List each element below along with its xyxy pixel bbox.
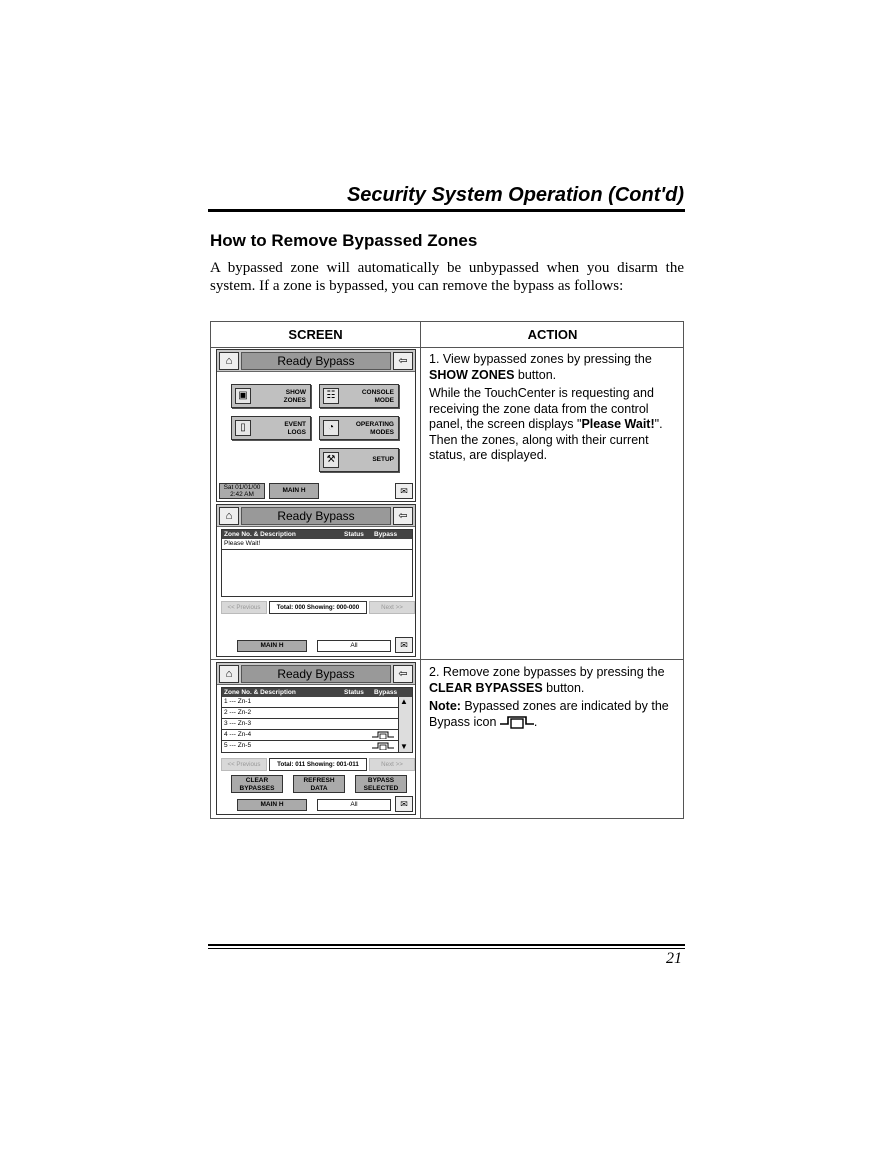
previous-button[interactable]: << Previous [221,601,267,614]
all-filter[interactable]: All [317,799,391,811]
message-icon[interactable]: ✉ [395,796,413,812]
event-logs-button[interactable] [231,416,311,440]
intro-paragraph: A bypassed zone will automatically be unbypassed when you disarm the system. If a zone is bypassed, you can remove the bypass as follows: [210,260,684,294]
step2-text: 2. Remove zone bypasses by pressing the [429,665,665,679]
console-mode-label-1: CONSOLE [361,389,394,396]
step1-detail-suffix: ". Then the zones, along with their current status, are displayed. [429,417,663,462]
back-arrow-icon[interactable]: ⇦ [393,507,413,525]
dial-icon: ◔ [323,420,339,436]
cube-icon: ▣ [235,388,251,404]
zone-list [221,529,413,597]
table-row-divider [211,659,683,660]
previous-button[interactable]: << Previous [221,758,267,771]
total-showing: Total: 000 Showing: 000-000 [269,601,367,614]
next-button[interactable]: Next >> [369,758,415,771]
tools-icon: ⚒ [323,452,339,468]
col-status: Status [344,531,364,538]
section-title: How to Remove Bypassed Zones [210,231,478,250]
col-zone: Zone No. & Description [224,689,296,696]
screen2-title: Ready Bypass [241,507,391,525]
zone-list-scrollbar[interactable] [398,697,412,752]
bypass-selected-label-1: BYPASS [367,777,395,784]
refresh-data-label-1: REFRESH [303,777,335,784]
datetime-display [219,483,265,499]
date-text: Sat 01/01/00 [223,484,261,491]
col-status: Status [344,689,364,696]
table-column-divider [420,322,421,818]
step1-detail: While the TouchCenter is requesting and receiving the zone data from the control panel, the screen displays " [429,386,654,431]
screen3-title: Ready Bypass [241,665,391,683]
col-bypass: Bypass [374,531,398,538]
pagination-bar [221,601,417,614]
main-h-button[interactable]: MAIN H [237,799,307,811]
scroll-down-icon[interactable]: ▼ [400,742,408,751]
step2-bold: CLEAR BYPASSES [429,680,543,695]
zone-row-label: 4 --- Zn-4 [224,731,252,738]
clear-bypasses-button[interactable] [231,775,283,793]
all-filter[interactable]: All [317,640,391,652]
bypass-icon [500,715,534,729]
zone-list-header [222,530,412,539]
action-step-2 [429,665,679,733]
refresh-data-label-2: DATA [310,785,328,792]
page-number: 21 [666,950,682,967]
col-bypass: Bypass [374,689,398,696]
step2-suffix: button. [542,680,585,695]
keypad-icon: ☷ [323,388,339,404]
home-icon[interactable]: ⌂ [219,352,239,370]
back-arrow-icon[interactable]: ⇦ [393,352,413,370]
show-zones-button[interactable] [231,384,311,408]
screen-zones-list [216,662,416,815]
operating-modes-label-2: MODES [370,429,394,436]
step1-suffix: button. [514,367,557,382]
screen1-titlebar [217,350,415,372]
step1-bold: SHOW ZONES [429,367,515,382]
footer-rule-thin [208,948,685,949]
main-h-button[interactable]: MAIN H [237,640,307,652]
home-icon[interactable]: ⌂ [219,507,239,525]
bypass-selected-button[interactable] [355,775,407,793]
home-icon[interactable]: ⌂ [219,665,239,683]
setup-label: SETUP [372,456,394,463]
header-rule [208,209,685,212]
instruction-table [210,321,684,819]
step1-text: 1. View bypassed zones by pressing the [429,352,652,366]
document-icon: ▯ [235,420,251,436]
page-header-title: Security System Operation (Cont'd) [346,184,684,206]
zone-row[interactable] [222,741,398,752]
show-zones-label-2: ZONES [283,397,306,404]
action-step-1 [429,352,679,467]
operating-modes-label-1: OPERATING [355,421,394,428]
screen1-title: Ready Bypass [241,352,391,370]
console-mode-label-2: MODE [374,397,394,404]
zone-row[interactable]: 3 --- Zn-3 [222,719,398,730]
event-logs-label-1: EVENT [284,421,306,428]
bypass-icon [372,742,394,750]
event-logs-label-2: LOGS [287,429,306,436]
time-text: 2:42 AM [230,491,254,498]
step1-detail-bold: Please Wait! [581,417,655,431]
message-icon[interactable]: ✉ [395,483,413,499]
zone-list [221,687,413,753]
back-arrow-icon[interactable]: ⇦ [393,665,413,683]
zone-list-header [222,688,412,697]
operating-modes-button[interactable] [319,416,399,440]
col-zone: Zone No. & Description [224,531,296,538]
bypass-icon [372,731,394,739]
zone-row-label: 5 --- Zn-5 [224,742,252,749]
header-action: ACTION [527,327,578,342]
note-label: Note: [429,699,461,713]
screen-main-menu [216,349,416,502]
footer-rule [208,944,685,946]
please-wait-message: Please Wait! [222,539,412,550]
setup-button[interactable] [319,448,399,472]
refresh-data-button[interactable] [293,775,345,793]
zone-row[interactable]: 1 --- Zn-1 [222,697,398,708]
clear-bypasses-label-1: CLEAR [245,777,269,784]
bypass-selected-label-2: SELECTED [363,785,399,792]
screen2-titlebar [217,505,415,527]
console-mode-button[interactable] [319,384,399,408]
screen-zones-please-wait [216,504,416,657]
scroll-up-icon[interactable]: ▲ [400,697,408,706]
message-icon[interactable]: ✉ [395,637,413,653]
show-zones-label-1: SHOW [285,389,306,396]
total-showing: Total: 011 Showing: 001-011 [269,758,367,771]
zone-row[interactable] [222,730,398,741]
main-h-button[interactable]: MAIN H [269,483,319,499]
clear-bypasses-label-2: BYPASSES [239,785,275,792]
header-screen: SCREEN [288,327,343,342]
note-end: . [533,714,538,729]
next-button[interactable]: Next >> [369,601,415,614]
pagination-bar [221,758,417,771]
table-header-divider [211,347,683,348]
note-text: Bypassed zones are indicated by the Bypass icon [429,699,669,729]
zone-row[interactable]: 2 --- Zn-2 [222,708,398,719]
screen3-titlebar [217,663,415,685]
